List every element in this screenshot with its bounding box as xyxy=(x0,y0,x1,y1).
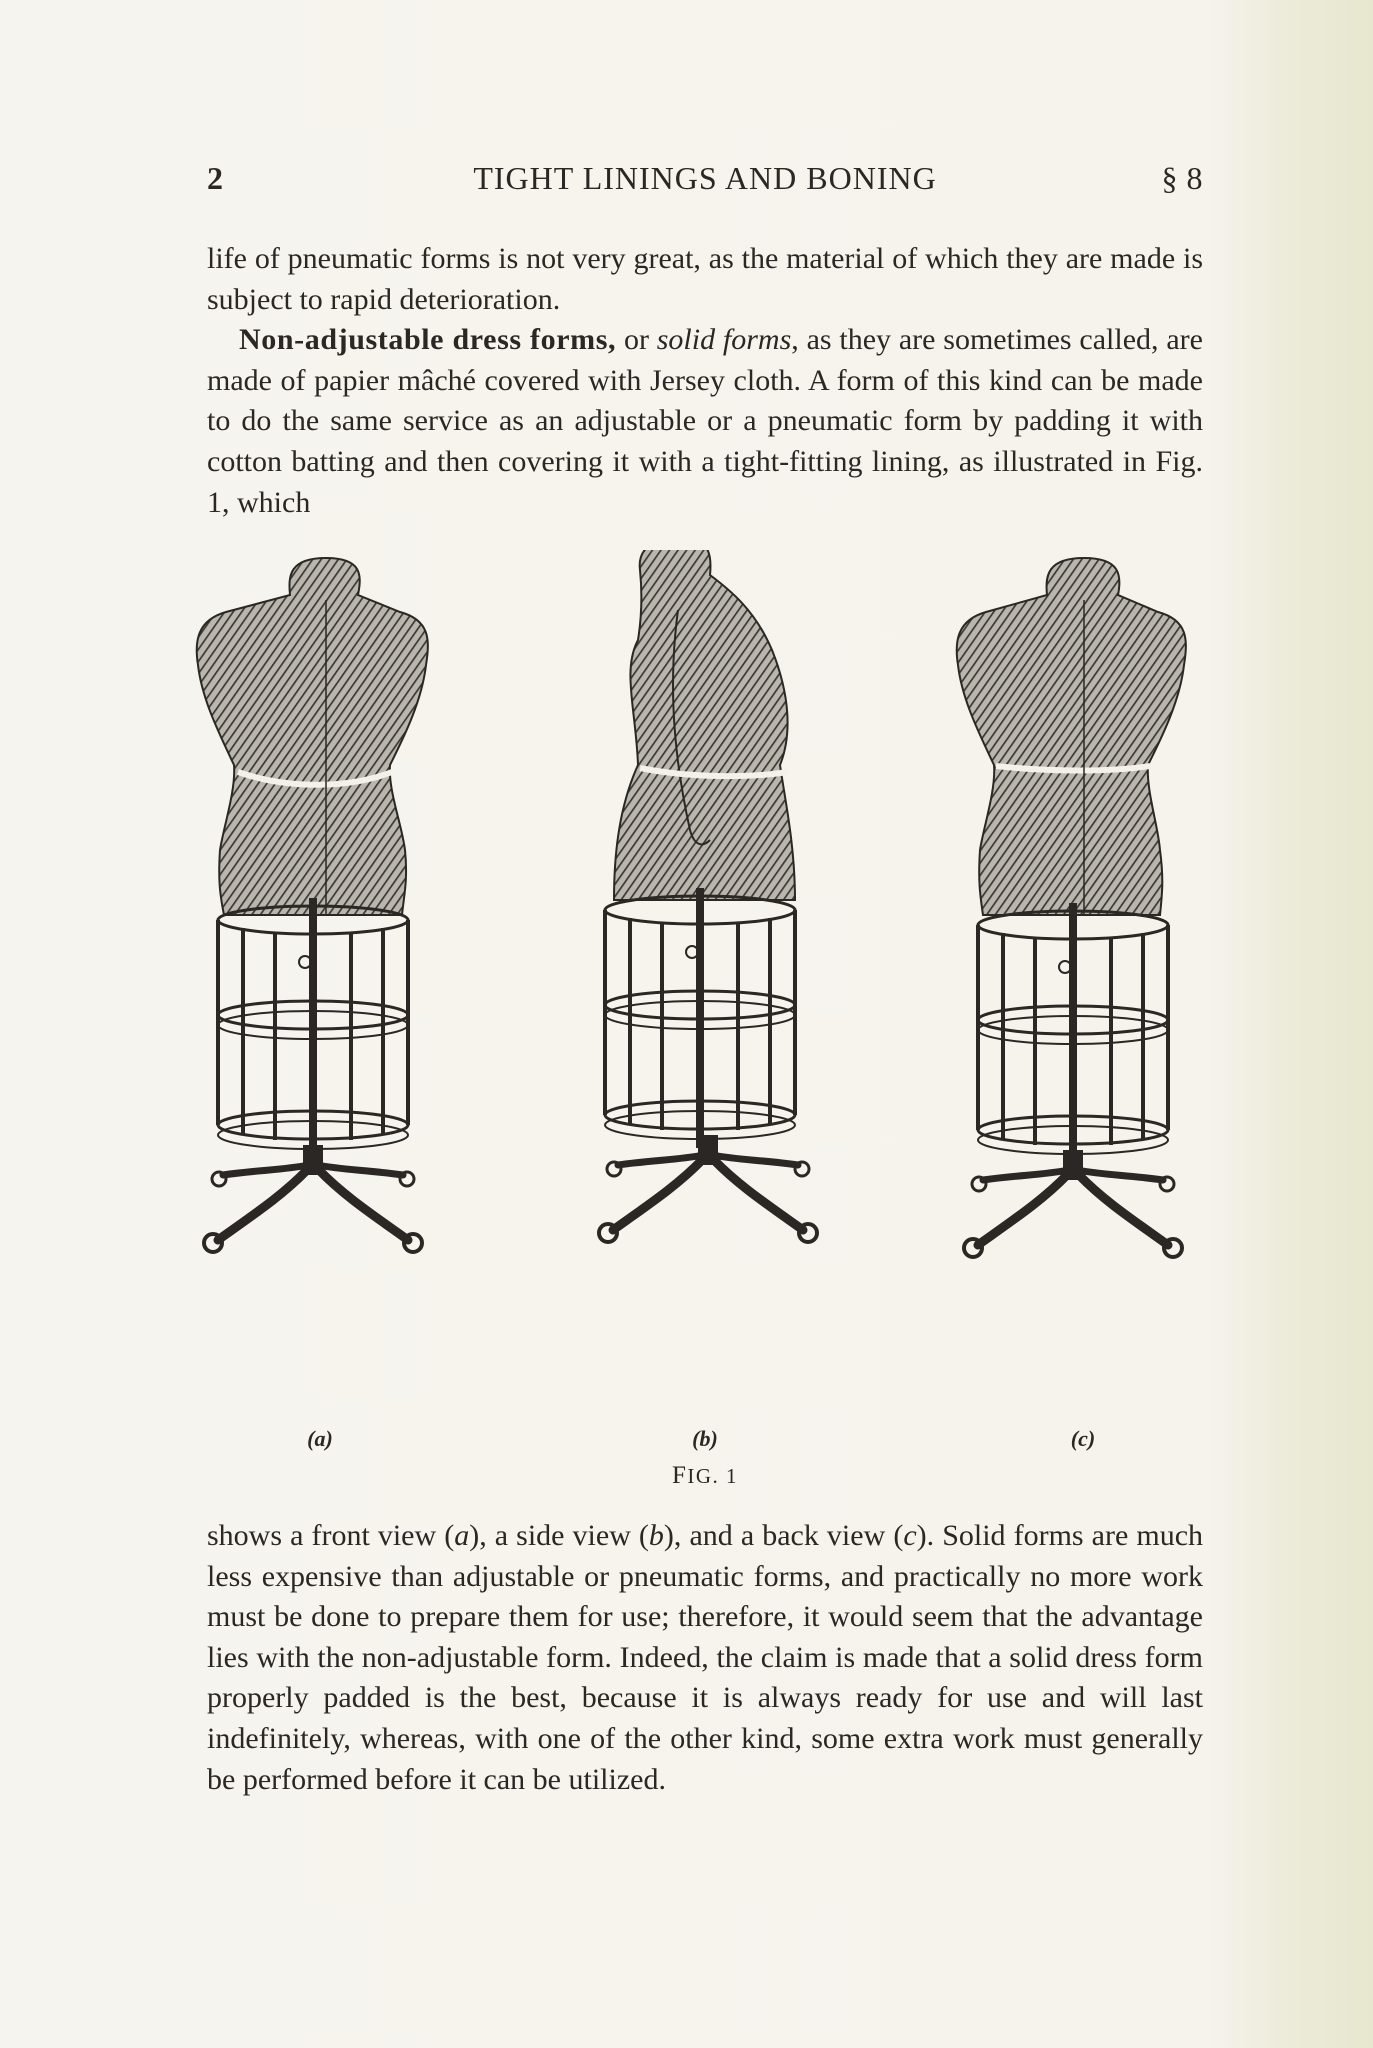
paragraph-2-italic: solid forms xyxy=(656,323,792,357)
paragraph-3-italic-a: a xyxy=(454,1519,470,1552)
paragraph-3-part-4: ). Solid forms are much less expensive than adjustable or pneumatic forms, and practically no more work must be done to prepare them for use; therefore, it would seem that the advantage lies with the non-adjustable form. Indeed, the claim is made that a solid dress form properly padded is the best, because it is always ready for use and will last indefinitely, whereas, with one of the other kind, some extra work must generally be performed before it can be utilized. xyxy=(207,1519,1204,1796)
paragraph-2-connector: or xyxy=(616,323,657,357)
figure-caption-rest: IG. 1 xyxy=(687,1464,739,1488)
section-mark: § 8 xyxy=(1161,160,1203,196)
paragraph-1-text: life of pneumatic forms is not very great, as the material of which they are made is subject to rapid deterioration. xyxy=(207,242,1203,316)
figure-caption xyxy=(190,1462,1220,1490)
paragraph-2 xyxy=(207,320,1203,523)
figure-caption-initial: F xyxy=(671,1462,688,1489)
paragraph-3-part-1: shows a front view ( xyxy=(207,1519,455,1552)
running-title: TIGHT LININGS AND BONING xyxy=(473,160,937,196)
dress-form-back-view xyxy=(957,558,1186,1257)
paragraph-bottom xyxy=(207,1516,1203,1800)
paragraph-3-part-2: ), a side view ( xyxy=(469,1519,649,1552)
page-number: 2 xyxy=(207,160,224,196)
paragraph-2-lead: Non-adjustable dress forms, xyxy=(239,323,617,357)
paragraph-3-italic-b: b xyxy=(648,1519,664,1552)
figure-label-b: (b) xyxy=(692,1426,718,1451)
figure-label-c: (c) xyxy=(1070,1426,1096,1451)
paragraph-top xyxy=(207,239,1203,523)
running-header xyxy=(207,160,1203,204)
dress-form-side-view xyxy=(599,550,817,1242)
dress-form-front-view xyxy=(197,558,428,1252)
paragraph-3-italic-c: c xyxy=(903,1519,917,1552)
figure-1 xyxy=(190,550,1220,1489)
figure-label-a: (a) xyxy=(307,1426,333,1451)
paragraph-2-rest: , as they are sometimes called, are made of papier mâché covered with Jersey cloth. A form of this kind can be made to do the same service as an adjustable or a pneumatic form by padding it with cotton batting and then covering it with a tight-fitting lining, as illustrated in Fig. 1, which xyxy=(207,323,1203,519)
paragraph-3-part-3: ), and a back view ( xyxy=(663,1519,904,1552)
dress-forms-illustration xyxy=(190,550,1220,1450)
